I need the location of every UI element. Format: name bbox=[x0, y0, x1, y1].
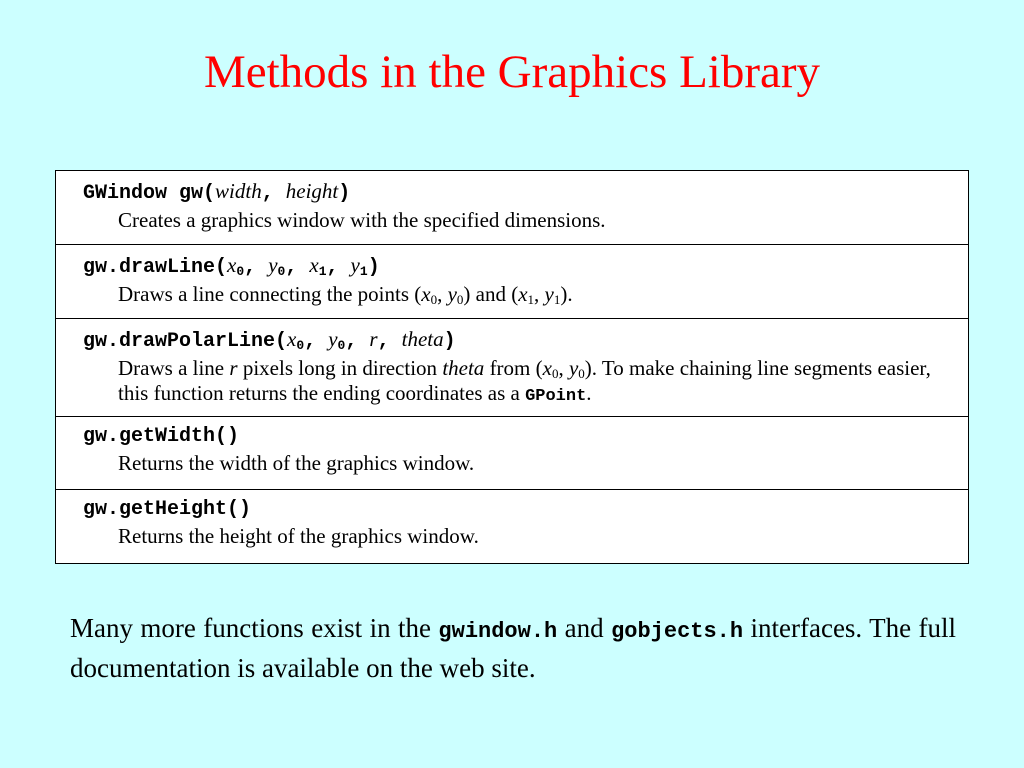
method-description: Returns the height of the graphics window. bbox=[118, 524, 479, 548]
method-row-getheight bbox=[56, 489, 968, 563]
method-row-getwidth bbox=[56, 416, 968, 489]
method-description: Draws a line r pixels long in direction theta from ($x_0$, $y_0$). To make chaining line segments easier, this function returns the ending coordinates as a GPoint. bbox=[118, 356, 931, 406]
method-description: Draws a line connecting the points ($x_0$, $y_0$) and ($x_1$, $y_1$). bbox=[118, 282, 573, 307]
method-signature: $gw.drawLine(x_0$, $y_0$, $x_1$, $y_1$) bbox=[83, 253, 380, 279]
method-signature: gw.getHeight() bbox=[83, 498, 252, 521]
slide-title: Methods in the Graphics Library bbox=[203, 46, 821, 98]
footer-note: Many more functions exist in the gwindow.h and gobjects.h interfaces. The full documentation is available on the web site. bbox=[70, 613, 956, 683]
method-description: Creates a graphics window with the specified dimensions. bbox=[118, 208, 606, 232]
method-signature: GWindow gw(width, height) bbox=[83, 179, 351, 205]
methods-table bbox=[55, 170, 969, 564]
method-description: Returns the width of the graphics window. bbox=[118, 451, 475, 475]
method-row-drawpolarline bbox=[56, 318, 968, 416]
method-signature: $gw.drawPolarLine(x_0$, $y_0$, r, theta) bbox=[83, 327, 456, 353]
method-row-gwindow bbox=[56, 171, 968, 244]
method-signature: gw.getWidth() bbox=[83, 425, 240, 448]
method-row-drawline bbox=[56, 244, 968, 318]
